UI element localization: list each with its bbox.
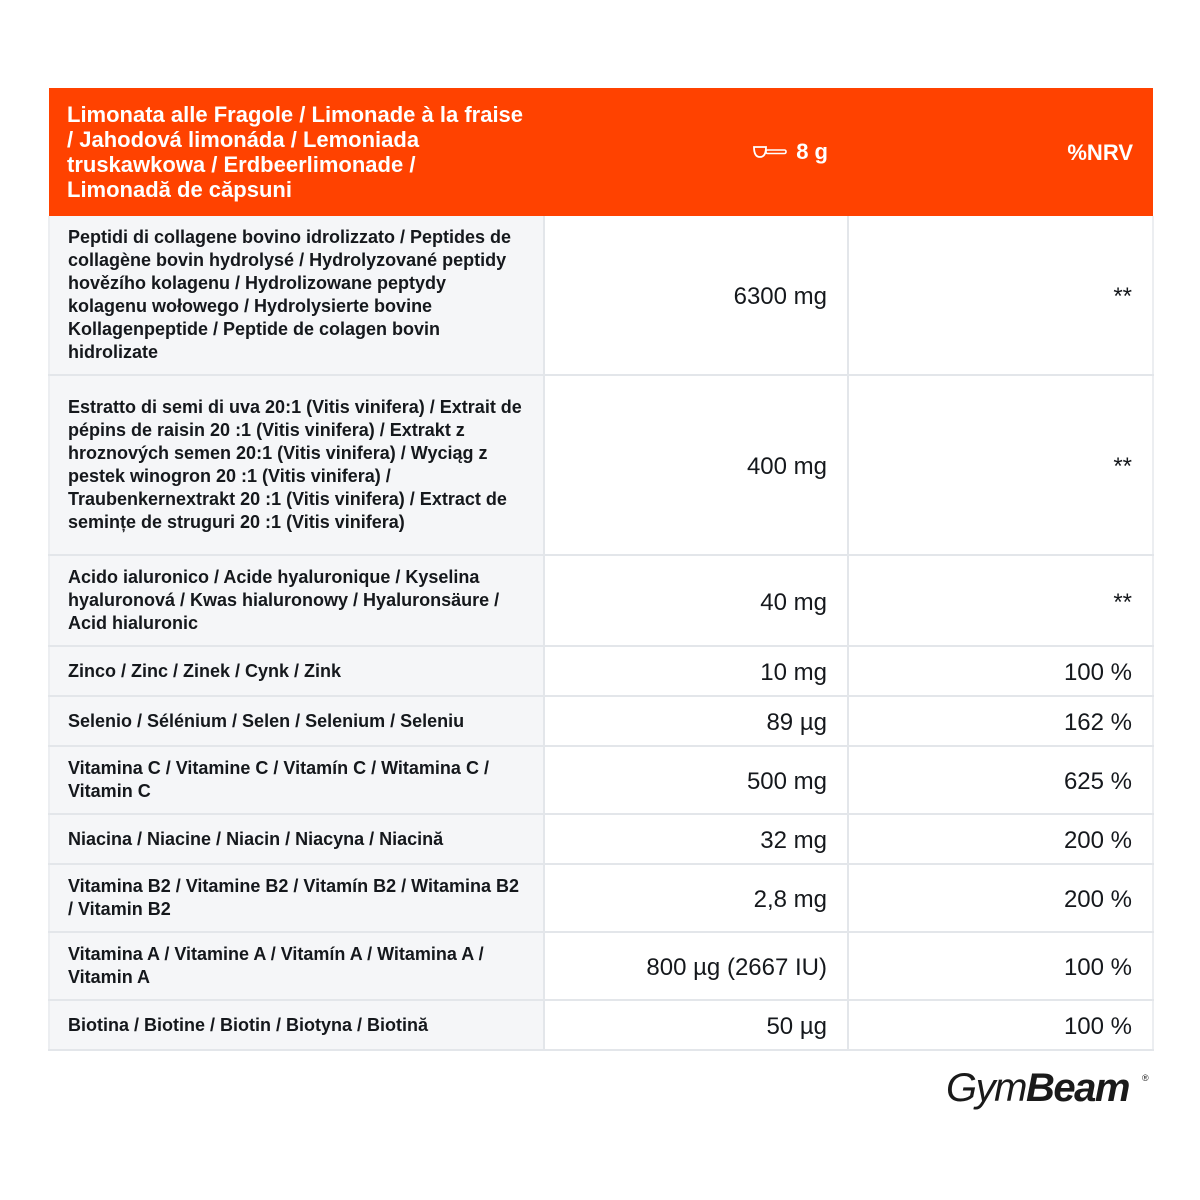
ingredient-dose: 400 mg bbox=[544, 375, 848, 555]
table-row bbox=[49, 555, 1153, 646]
ingredient-dose: 10 mg bbox=[544, 646, 848, 696]
registered-mark: ® bbox=[1142, 1073, 1149, 1083]
logo-beam: Beam bbox=[1025, 1066, 1129, 1110]
table-row bbox=[49, 746, 1153, 814]
ingredient-dose: 40 mg bbox=[544, 555, 848, 646]
ingredient-name: Peptidi di collagene bovino idrolizzato / Peptides de collagène bovin hydrolysé / Hydrolyzované peptidy hovězího kolagenu / Hydrolizowane peptydy kolagenu wołowego / Hydrolysierte bovine Kollagenpeptide / Peptide de colagen bovin hidrolizate bbox=[49, 216, 544, 375]
table-row bbox=[49, 1000, 1153, 1050]
ingredient-dose: 800 µg (2667 IU) bbox=[544, 932, 848, 1000]
ingredient-dose: 6300 mg bbox=[544, 216, 848, 375]
ingredient-name: Selenio / Sélénium / Selen / Selenium / Seleniu bbox=[49, 696, 544, 746]
serving-header bbox=[544, 88, 848, 216]
ingredient-dose: 32 mg bbox=[544, 814, 848, 864]
ingredient-nrv: ** bbox=[848, 375, 1153, 555]
ingredient-dose: 2,8 mg bbox=[544, 864, 848, 932]
nrv-header: %NRV bbox=[848, 88, 1153, 216]
ingredient-name: Estratto di semi di uva 20:1 (Vitis vinifera) / Extrait de pépins de raisin 20 :1 (Vitis vinifera) / Extrakt z hroznových semen 20:1 (Vitis vinifera) / Wyciąg z pestek winogron 20 :1 (Vitis vinifera) / Traubenkernextrakt 20 :1 (Vitis vinifera) / Extract de semințe de struguri 20 :1 (Vitis vinifera) bbox=[49, 375, 544, 555]
ingredient-name: Vitamina C / Vitamine C / Vitamín C / Witamina C / Vitamin C bbox=[49, 746, 544, 814]
nutrition-table bbox=[48, 88, 1154, 1051]
ingredient-name: Niacina / Niacine / Niacin / Niacyna / Niacină bbox=[49, 814, 544, 864]
product-name-header: Limonata alle Fragole / Limonade à la fraise / Jahodová limonáda / Lemoniada truskawkowa / Erdbeerlimonade / Limonadă de căpsuni bbox=[49, 88, 544, 216]
logo-gym: Gym bbox=[946, 1066, 1026, 1110]
table-row bbox=[49, 932, 1153, 1000]
table-row bbox=[49, 696, 1153, 746]
ingredient-name: Vitamina B2 / Vitamine B2 / Vitamín B2 / Witamina B2 / Vitamin B2 bbox=[49, 864, 544, 932]
ingredient-name: Vitamina A / Vitamine A / Vitamín A / Witamina A / Vitamin A bbox=[49, 932, 544, 1000]
table-row bbox=[49, 375, 1153, 555]
table-row bbox=[49, 646, 1153, 696]
ingredient-nrv: 200 % bbox=[848, 864, 1153, 932]
ingredient-name: Acido ialuronico / Acide hyaluronique / Kyselina hyaluronová / Kwas hialuronowy / Hyaluronsäure / Acid hialuronic bbox=[49, 555, 544, 646]
ingredient-nrv: ** bbox=[848, 555, 1153, 646]
table-header-row bbox=[49, 88, 1153, 216]
gymbeam-logo bbox=[946, 1063, 1156, 1113]
ingredient-nrv: 100 % bbox=[848, 932, 1153, 1000]
ingredient-nrv: ** bbox=[848, 216, 1153, 375]
ingredient-name: Biotina / Biotine / Biotin / Biotyna / Biotină bbox=[49, 1000, 544, 1050]
ingredient-nrv: 625 % bbox=[848, 746, 1153, 814]
ingredient-nrv: 162 % bbox=[848, 696, 1153, 746]
ingredient-dose: 500 mg bbox=[544, 746, 848, 814]
ingredient-nrv: 100 % bbox=[848, 646, 1153, 696]
ingredient-nrv: 100 % bbox=[848, 1000, 1153, 1050]
table-row bbox=[49, 814, 1153, 864]
ingredient-dose: 50 µg bbox=[544, 1000, 848, 1050]
serving-size: 8 g bbox=[796, 138, 828, 164]
scoop-icon bbox=[752, 141, 788, 166]
ingredient-name: Zinco / Zinc / Zinek / Cynk / Zink bbox=[49, 646, 544, 696]
table-row bbox=[49, 216, 1153, 375]
ingredient-dose: 89 µg bbox=[544, 696, 848, 746]
ingredient-nrv: 200 % bbox=[848, 814, 1153, 864]
table-row bbox=[49, 864, 1153, 932]
